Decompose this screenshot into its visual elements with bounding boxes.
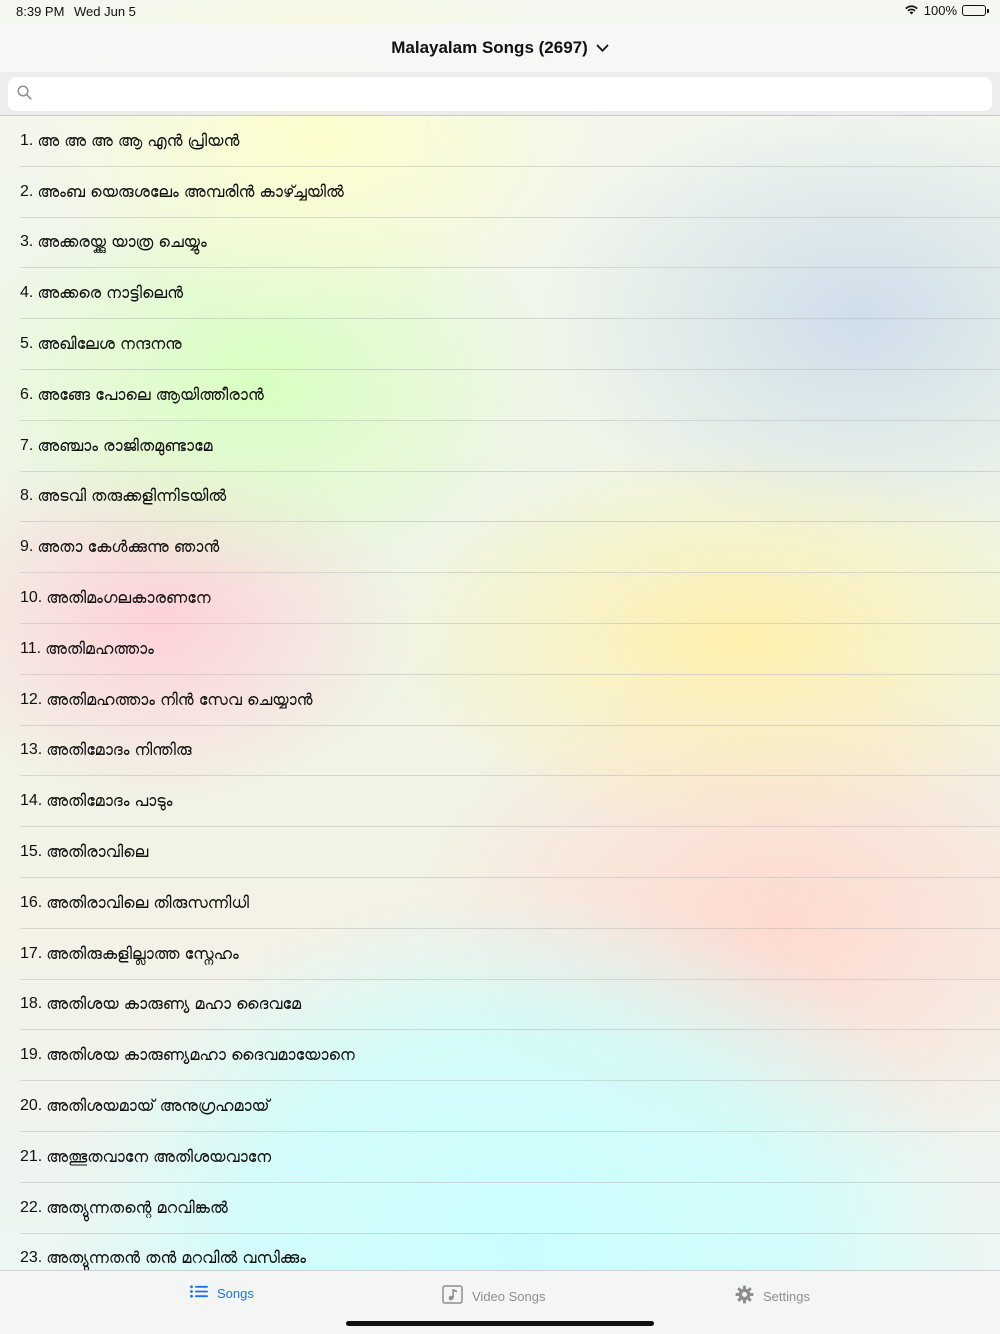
wifi-icon xyxy=(904,3,919,18)
song-row[interactable] xyxy=(20,1030,1000,1081)
song-title: അതിരാവിലെ തിരുസന്നിധി xyxy=(46,892,250,912)
song-number: 13. xyxy=(20,741,43,759)
song-row[interactable] xyxy=(20,1132,1000,1183)
song-number: 14. xyxy=(20,792,43,810)
search-icon xyxy=(17,85,32,104)
title-dropdown[interactable] xyxy=(391,38,609,58)
gear-icon xyxy=(735,1285,754,1307)
song-number: 18. xyxy=(20,995,43,1013)
navigation-bar xyxy=(0,24,1000,72)
song-list xyxy=(0,116,1000,1270)
song-number: 1. xyxy=(20,131,34,149)
music-note-icon xyxy=(442,1285,463,1307)
song-title: അതിമഹത്താം xyxy=(45,638,154,658)
chevron-down-icon xyxy=(596,38,609,58)
list-icon xyxy=(190,1285,208,1301)
song-row[interactable] xyxy=(20,167,1000,218)
song-title: അതാ കേൾക്കുന്നു ഞാൻ xyxy=(37,537,220,557)
song-row[interactable] xyxy=(20,776,1000,827)
song-number: 17. xyxy=(20,944,43,962)
song-row[interactable] xyxy=(20,929,1000,980)
song-title: അതിരുകളില്ലാത്ത സ്നേഹം xyxy=(46,943,239,963)
song-number: 15. xyxy=(20,843,43,861)
song-title: അത്ഭുതവാനേ അതിശയവാനേ xyxy=(46,1146,272,1166)
song-row[interactable] xyxy=(20,268,1000,319)
song-row[interactable] xyxy=(20,573,1000,624)
song-row[interactable] xyxy=(20,116,1000,167)
song-number: 8. xyxy=(20,487,34,505)
song-row[interactable] xyxy=(20,980,1000,1031)
song-title: അതിമോദം നിന്തിരു xyxy=(46,740,192,760)
search-bar xyxy=(0,72,1000,116)
song-row[interactable] xyxy=(20,827,1000,878)
song-number: 19. xyxy=(20,1046,43,1064)
song-number: 23. xyxy=(20,1249,43,1267)
song-number: 12. xyxy=(20,690,43,708)
battery-percent: 100% xyxy=(923,3,957,18)
song-title: അതിമഹത്താം നിൻ സേവ ചെയ്യാൻ xyxy=(46,689,313,709)
tab-video-songs[interactable] xyxy=(442,1285,546,1307)
song-row[interactable] xyxy=(20,1234,1000,1270)
song-number: 4. xyxy=(20,284,34,302)
song-row[interactable] xyxy=(20,370,1000,421)
song-title: അംബ യെരുശലേം അമ്പരിൻ കാഴ്ച്ചയിൽ xyxy=(37,181,344,201)
song-row[interactable] xyxy=(20,675,1000,726)
song-title: അക്കരെ നാട്ടിലെൻ xyxy=(37,283,183,303)
search-input[interactable] xyxy=(40,85,944,104)
status-bar xyxy=(0,0,1000,24)
search-field[interactable] xyxy=(8,77,992,111)
tab-songs[interactable] xyxy=(190,1285,254,1301)
status-time: 8:39 PM xyxy=(16,4,65,19)
home-indicator xyxy=(346,1321,654,1326)
song-title: അതിമംഗലകാരണനേ xyxy=(46,588,211,608)
song-number: 22. xyxy=(20,1198,43,1216)
song-row[interactable] xyxy=(20,421,1000,472)
song-row[interactable] xyxy=(20,319,1000,370)
song-title: അത്യുന്നതൻ തൻ മറവിൽ വസിക്കും xyxy=(46,1248,306,1268)
song-number: 5. xyxy=(20,335,34,353)
song-number: 11. xyxy=(20,639,42,657)
song-title: അത്യുന്നതന്റെ മറവിങ്കൽ xyxy=(46,1197,228,1217)
song-number: 7. xyxy=(20,436,34,454)
song-title: അതിശയ കാരുണ്യമഹാ ദൈവമായോനെ xyxy=(46,1045,355,1065)
tab-video-songs-label: Video Songs xyxy=(472,1288,546,1304)
song-title: അതിശയ കാരുണ്യ മഹാ ദൈവമേ xyxy=(46,994,302,1014)
song-title: അതിമോദം പാടും xyxy=(46,791,173,811)
song-number: 21. xyxy=(20,1147,43,1165)
page-title: Malayalam Songs (2697) xyxy=(391,38,588,57)
tab-songs-label: Songs xyxy=(217,1285,254,1301)
song-row[interactable] xyxy=(20,624,1000,675)
song-title: അഖിലേശ നന്ദനനു xyxy=(37,334,182,354)
song-title: അടവി തരുക്കളിന്നിടയിൽ xyxy=(37,486,227,506)
song-title: അഞ്ചാം രാജിതമുണ്ടാമേ xyxy=(37,435,213,455)
song-number: 6. xyxy=(20,385,34,403)
song-title: അങ്ങേ പോലെ ആയിത്തീരാൻ xyxy=(37,384,264,404)
song-row[interactable] xyxy=(20,1183,1000,1234)
tab-settings-label: Settings xyxy=(763,1288,810,1304)
song-number: 2. xyxy=(20,182,34,200)
song-title: അക്കരയ്ക്കു യാത്ര ചെയ്യും xyxy=(37,232,207,252)
song-row[interactable] xyxy=(20,726,1000,777)
song-title: അതിശയമായ് അനുഗ്രഹമായ് xyxy=(46,1096,270,1116)
tab-settings[interactable] xyxy=(735,1285,810,1307)
song-number: 20. xyxy=(20,1097,43,1115)
song-title: അതിരാവിലെ xyxy=(46,842,149,862)
status-right xyxy=(904,3,986,18)
status-date: Wed Jun 5 xyxy=(74,4,136,19)
song-number: 16. xyxy=(20,893,43,911)
song-row[interactable] xyxy=(20,878,1000,929)
song-row[interactable] xyxy=(20,522,1000,573)
song-number: 10. xyxy=(20,589,43,607)
song-title: അ അ അ ആ എൻ പ്രിയൻ xyxy=(37,130,240,150)
battery-icon xyxy=(962,5,986,16)
song-number: 3. xyxy=(20,233,34,251)
song-row[interactable] xyxy=(20,472,1000,523)
song-row[interactable] xyxy=(20,218,1000,269)
song-number: 9. xyxy=(20,538,34,556)
song-row[interactable] xyxy=(20,1081,1000,1132)
